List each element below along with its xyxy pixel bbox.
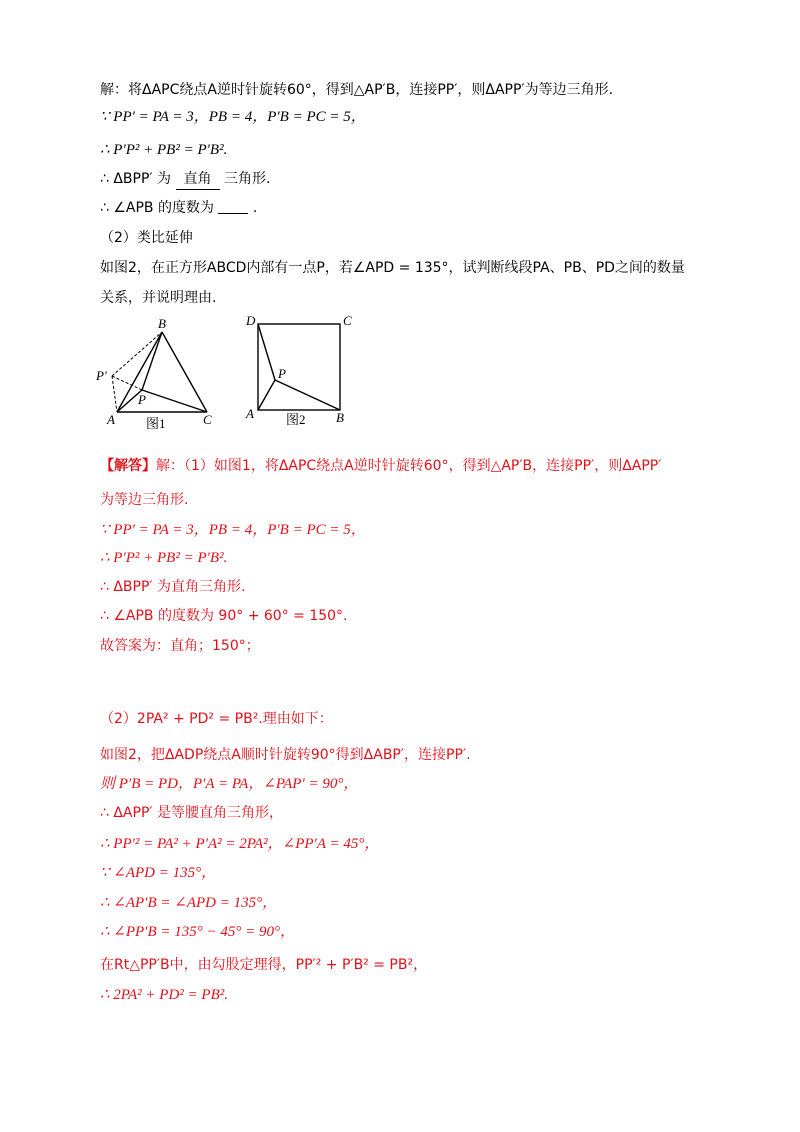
fig1-label-c: C	[203, 412, 212, 427]
answer-part2-line-2: 如图2，把ΔADP绕点A顺时针旋转90°得到ΔABP′，连接PP′.	[100, 747, 471, 763]
problem-line-1: 解：将ΔAPC绕点A逆时针旋转60°，得到△AP′B，连接PP′，则ΔAPP′为等边三角形.	[100, 82, 614, 98]
answer-part2-line-4: ∴ ΔAPP′ 是等腰直角三角形，	[100, 805, 284, 821]
answer-part2-line-5: ∴ PP′² = PA² + P′A² = 2PA²，∠PP′A = 45°，	[100, 836, 380, 852]
problem-line-4	[100, 169, 270, 190]
fig2-label-c: C	[343, 313, 352, 328]
fig2-label-p: P	[278, 366, 286, 381]
answer-part2-line-8: ∴ ∠PP′B = 135° − 45° = 90°，	[100, 924, 295, 940]
fig2-label-d: D	[246, 313, 256, 328]
answer-line-1	[100, 456, 661, 476]
fig2-label-a: A	[246, 406, 254, 421]
answer-part2-line-9: 在Rt△PP′B中，由勾股定理得，PP′² + P′B² = PB²，	[100, 957, 428, 973]
answer-tag: 【解答】	[100, 458, 156, 474]
answer-line-7: 故答案为：直角；150°；	[100, 638, 260, 654]
answer-line-1-text: 解：（1）如图1，将ΔAPC绕点A逆时针旋转60°，得到△AP′B，连接PP′，则ΔAPP′	[156, 458, 662, 474]
figure-1	[90, 310, 220, 439]
fig2-caption: 图2	[286, 412, 306, 427]
answer-line-6: ∴ ∠APB 的度数为 90° + 60° = 150°.	[100, 608, 348, 624]
answer-blank-2	[218, 199, 248, 214]
answer-line-2: 为等边三角形.	[100, 492, 189, 508]
problem-line-3: ∴ P′P² + PB² = P′B².	[100, 142, 228, 158]
answer-line-4: ∴ P′P² + PB² = P′B².	[100, 550, 228, 566]
fig1-label-a: A	[107, 412, 115, 427]
problem-line-4-post: 三角形.	[223, 171, 271, 187]
problem-line-5	[100, 198, 257, 218]
answer-line-5: ∴ ΔBPP′ 为直角三角形.	[100, 579, 246, 595]
answer-part2-line-3: 则 P′B = PD，P′A = PA，∠PAP′ = 90°，	[100, 776, 359, 792]
section-heading-2: （2）类比延伸	[100, 230, 193, 246]
problem-line-7: 如图2，在正方形ABCD内部有一点P，若∠APD = 135°，试判断线段PA、PB、PD之间的数量	[100, 260, 685, 276]
answer-line-3: ∵ PP′ = PA = 3，PB = 4，P′B = PC = 5，	[100, 522, 366, 538]
problem-line-5-end: .	[252, 200, 258, 216]
problem-line-5-text: ∴ ∠APB 的度数为	[100, 200, 214, 216]
fig1-label-b: B	[158, 316, 166, 331]
answer-part2-line-10: ∴ 2PA² + PD² = PB².	[100, 987, 228, 1003]
figure-2	[238, 310, 368, 439]
problem-line-8: 关系，并说明理由.	[100, 290, 217, 306]
problem-line-4-pre: ∴ ΔBPP′ 为	[100, 171, 172, 187]
answer-blank-1: 直角	[176, 169, 220, 190]
answer-part2-line-6: ∵ ∠APD = 135°，	[100, 865, 217, 881]
problem-line-2: ∵ PP′ = PA = 3，PB = 4，P′B = PC = 5，	[100, 109, 366, 125]
fig1-label-p: P	[138, 392, 146, 407]
fig1-label-p-prime: P′	[96, 368, 107, 383]
fig2-label-b: B	[336, 410, 344, 425]
answer-part2-heading: （2）2PA² + PD² = PB².理由如下：	[100, 711, 333, 727]
fig1-caption: 图1	[146, 416, 166, 431]
answer-part2-line-7: ∴ ∠AP′B = ∠APD = 135°，	[100, 895, 278, 911]
